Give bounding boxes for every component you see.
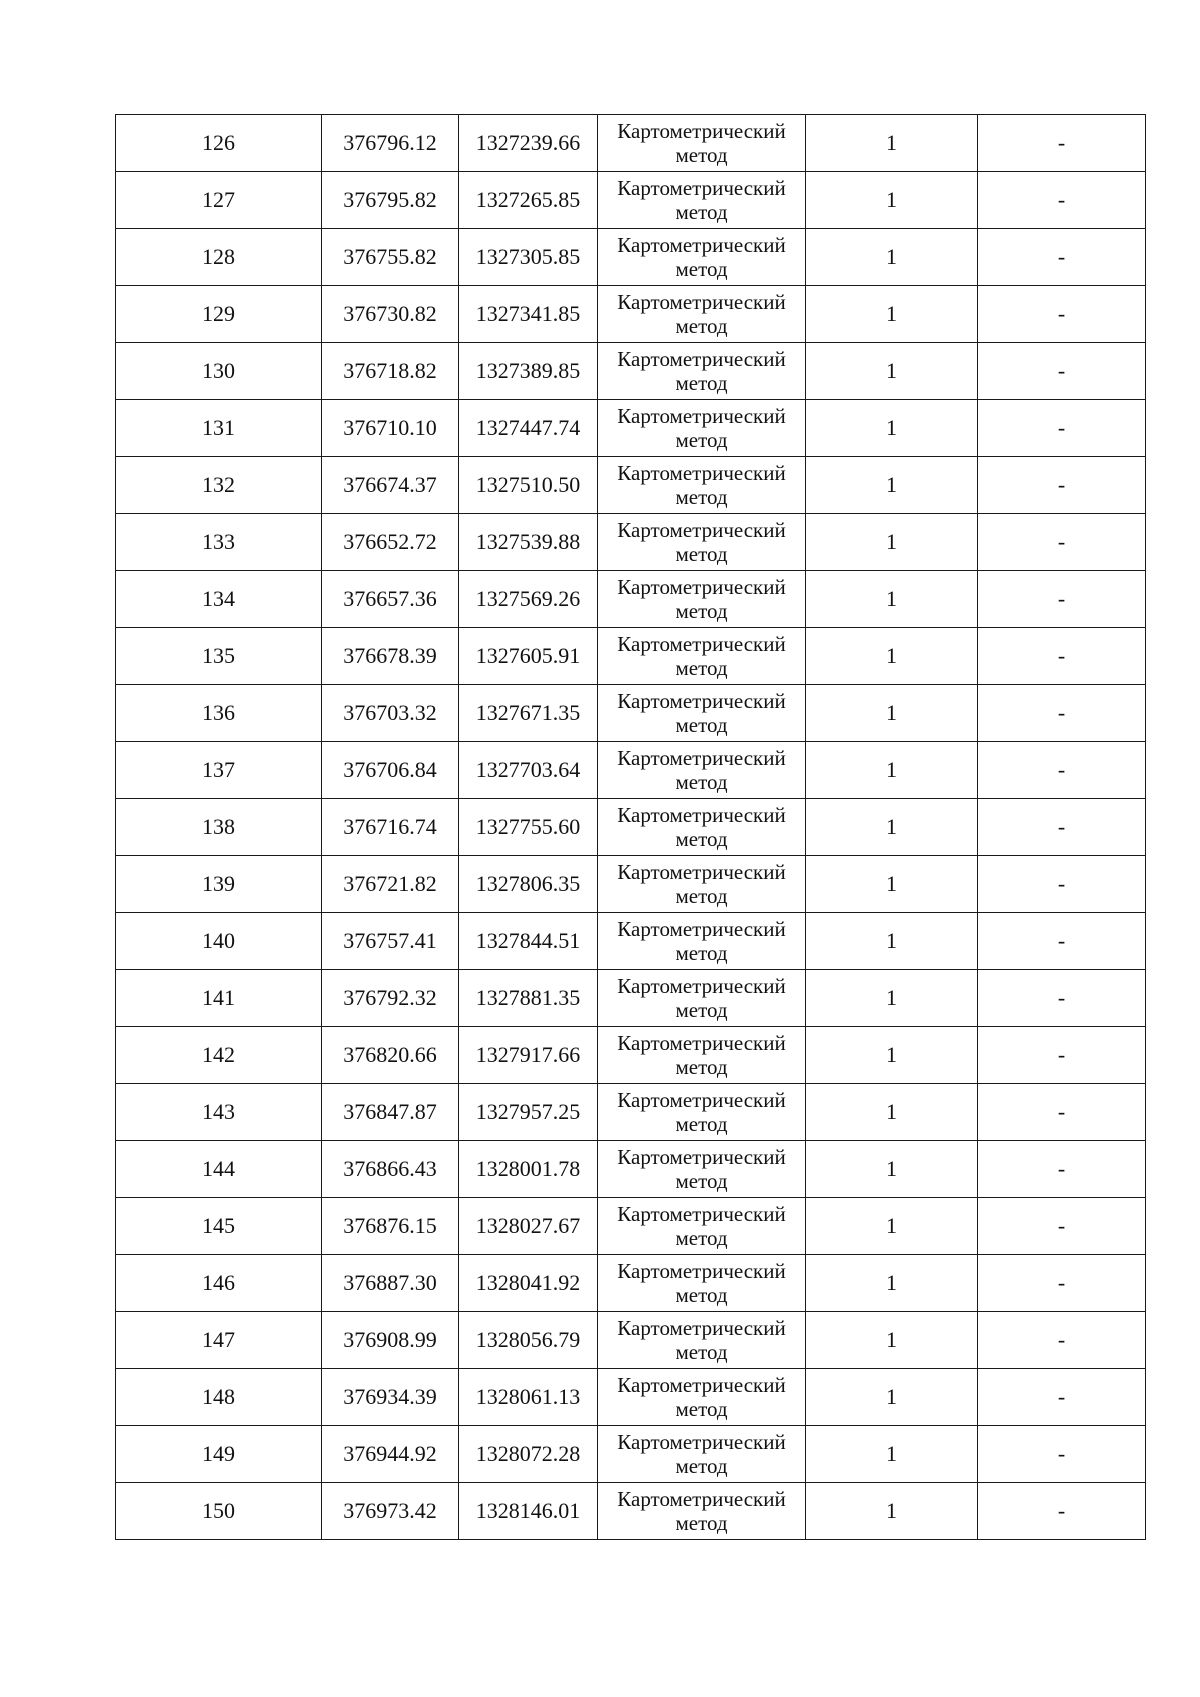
point-number-cell: 128 <box>116 229 322 286</box>
x-coordinate-cell: 376652.72 <box>322 514 459 571</box>
point-number-cell: 150 <box>116 1483 322 1540</box>
coordinates-table <box>115 114 1146 1540</box>
method-line-1: Картометрический <box>617 1487 786 1511</box>
method-line-1: Картометрический <box>617 860 786 884</box>
method-line-1: Картометрический <box>617 917 786 941</box>
y-coordinate-cell: 1327510.50 <box>459 457 598 514</box>
table-row <box>116 1312 1146 1369</box>
method-line-1: Картометрический <box>617 1259 786 1283</box>
accuracy-cell: 1 <box>806 970 978 1027</box>
method-line-1: Картометрический <box>617 290 786 314</box>
x-coordinate-cell: 376716.74 <box>322 799 459 856</box>
accuracy-cell: 1 <box>806 286 978 343</box>
point-number-cell: 135 <box>116 628 322 685</box>
method-line-1: Картометрический <box>617 119 786 143</box>
x-coordinate-cell: 376973.42 <box>322 1483 459 1540</box>
method-line-1: Картометрический <box>617 1202 786 1226</box>
x-coordinate-cell: 376730.82 <box>322 286 459 343</box>
y-coordinate-cell: 1328027.67 <box>459 1198 598 1255</box>
method-line-2: метод <box>675 656 728 680</box>
accuracy-cell: 1 <box>806 1027 978 1084</box>
method-cell <box>598 1141 806 1198</box>
x-coordinate-cell: 376678.39 <box>322 628 459 685</box>
description-cell: - <box>978 1426 1146 1483</box>
method-line-2: метод <box>675 827 728 851</box>
y-coordinate-cell: 1327844.51 <box>459 913 598 970</box>
description-cell: - <box>978 1027 1146 1084</box>
method-cell <box>598 229 806 286</box>
x-coordinate-cell: 376887.30 <box>322 1255 459 1312</box>
y-coordinate-cell: 1327265.85 <box>459 172 598 229</box>
point-number-cell: 133 <box>116 514 322 571</box>
y-coordinate-cell: 1327881.35 <box>459 970 598 1027</box>
table-row <box>116 913 1146 970</box>
method-line-2: метод <box>675 200 728 224</box>
method-cell <box>598 1198 806 1255</box>
method-line-1: Картометрический <box>617 461 786 485</box>
accuracy-cell: 1 <box>806 799 978 856</box>
point-number-cell: 142 <box>116 1027 322 1084</box>
method-cell <box>598 1483 806 1540</box>
method-line-2: метод <box>675 143 728 167</box>
table-row <box>116 457 1146 514</box>
method-line-2: метод <box>675 428 728 452</box>
x-coordinate-cell: 376795.82 <box>322 172 459 229</box>
method-line-2: метод <box>675 998 728 1022</box>
x-coordinate-cell: 376706.84 <box>322 742 459 799</box>
point-number-cell: 130 <box>116 343 322 400</box>
method-line-2: метод <box>675 1112 728 1136</box>
method-line-2: метод <box>675 1283 728 1307</box>
table-row <box>116 1255 1146 1312</box>
method-line-2: метод <box>675 599 728 623</box>
point-number-cell: 146 <box>116 1255 322 1312</box>
point-number-cell: 140 <box>116 913 322 970</box>
method-line-2: метод <box>675 1397 728 1421</box>
method-cell <box>598 1027 806 1084</box>
method-cell <box>598 400 806 457</box>
y-coordinate-cell: 1327305.85 <box>459 229 598 286</box>
method-cell <box>598 970 806 1027</box>
table-row <box>116 229 1146 286</box>
description-cell: - <box>978 1312 1146 1369</box>
y-coordinate-cell: 1327569.26 <box>459 571 598 628</box>
y-coordinate-cell: 1327917.66 <box>459 1027 598 1084</box>
point-number-cell: 129 <box>116 286 322 343</box>
point-number-cell: 127 <box>116 172 322 229</box>
table-row <box>116 1483 1146 1540</box>
point-number-cell: 138 <box>116 799 322 856</box>
method-line-2: метод <box>675 941 728 965</box>
method-cell <box>598 514 806 571</box>
point-number-cell: 134 <box>116 571 322 628</box>
y-coordinate-cell: 1328056.79 <box>459 1312 598 1369</box>
accuracy-cell: 1 <box>806 229 978 286</box>
table-row <box>116 685 1146 742</box>
y-coordinate-cell: 1328001.78 <box>459 1141 598 1198</box>
method-line-1: Картометрический <box>617 1430 786 1454</box>
y-coordinate-cell: 1328146.01 <box>459 1483 598 1540</box>
accuracy-cell: 1 <box>806 1198 978 1255</box>
method-cell <box>598 1312 806 1369</box>
x-coordinate-cell: 376876.15 <box>322 1198 459 1255</box>
table-row <box>116 799 1146 856</box>
method-cell <box>598 286 806 343</box>
method-line-2: метод <box>675 371 728 395</box>
x-coordinate-cell: 376674.37 <box>322 457 459 514</box>
description-cell: - <box>978 799 1146 856</box>
y-coordinate-cell: 1328041.92 <box>459 1255 598 1312</box>
method-line-1: Картометрический <box>617 632 786 656</box>
description-cell: - <box>978 685 1146 742</box>
y-coordinate-cell: 1327806.35 <box>459 856 598 913</box>
accuracy-cell: 1 <box>806 856 978 913</box>
x-coordinate-cell: 376944.92 <box>322 1426 459 1483</box>
point-number-cell: 147 <box>116 1312 322 1369</box>
method-line-2: метод <box>675 884 728 908</box>
method-line-1: Картометрический <box>617 1373 786 1397</box>
description-cell: - <box>978 457 1146 514</box>
y-coordinate-cell: 1327239.66 <box>459 115 598 172</box>
accuracy-cell: 1 <box>806 1084 978 1141</box>
method-cell <box>598 856 806 913</box>
x-coordinate-cell: 376820.66 <box>322 1027 459 1084</box>
description-cell: - <box>978 1255 1146 1312</box>
method-cell <box>598 457 806 514</box>
coordinates-table-body <box>116 115 1146 1540</box>
accuracy-cell: 1 <box>806 1141 978 1198</box>
accuracy-cell: 1 <box>806 514 978 571</box>
point-number-cell: 141 <box>116 970 322 1027</box>
method-cell <box>598 1426 806 1483</box>
description-cell: - <box>978 1483 1146 1540</box>
accuracy-cell: 1 <box>806 172 978 229</box>
method-line-1: Картометрический <box>617 1316 786 1340</box>
table-row <box>116 286 1146 343</box>
x-coordinate-cell: 376796.12 <box>322 115 459 172</box>
description-cell: - <box>978 628 1146 685</box>
method-line-1: Картометрический <box>617 803 786 827</box>
method-cell <box>598 799 806 856</box>
table-row <box>116 172 1146 229</box>
point-number-cell: 137 <box>116 742 322 799</box>
table-row <box>116 970 1146 1027</box>
y-coordinate-cell: 1327389.85 <box>459 343 598 400</box>
method-cell <box>598 742 806 799</box>
method-line-2: метод <box>675 1454 728 1478</box>
accuracy-cell: 1 <box>806 400 978 457</box>
description-cell: - <box>978 1198 1146 1255</box>
table-row <box>116 343 1146 400</box>
description-cell: - <box>978 742 1146 799</box>
accuracy-cell: 1 <box>806 1369 978 1426</box>
accuracy-cell: 1 <box>806 742 978 799</box>
accuracy-cell: 1 <box>806 1483 978 1540</box>
table-row <box>116 115 1146 172</box>
method-cell <box>598 1369 806 1426</box>
table-row <box>116 400 1146 457</box>
point-number-cell: 148 <box>116 1369 322 1426</box>
x-coordinate-cell: 376721.82 <box>322 856 459 913</box>
method-line-2: метод <box>675 1340 728 1364</box>
table-row <box>116 1369 1146 1426</box>
method-cell <box>598 628 806 685</box>
method-cell <box>598 1255 806 1312</box>
method-line-2: метод <box>675 542 728 566</box>
method-cell <box>598 343 806 400</box>
description-cell: - <box>978 115 1146 172</box>
method-line-2: метод <box>675 1055 728 1079</box>
y-coordinate-cell: 1327447.74 <box>459 400 598 457</box>
method-line-2: метод <box>675 770 728 794</box>
description-cell: - <box>978 229 1146 286</box>
description-cell: - <box>978 514 1146 571</box>
method-line-1: Картометрический <box>617 575 786 599</box>
method-line-1: Картометрический <box>617 1088 786 1112</box>
description-cell: - <box>978 970 1146 1027</box>
table-row <box>116 628 1146 685</box>
x-coordinate-cell: 376934.39 <box>322 1369 459 1426</box>
method-cell <box>598 913 806 970</box>
description-cell: - <box>978 913 1146 970</box>
accuracy-cell: 1 <box>806 343 978 400</box>
point-number-cell: 131 <box>116 400 322 457</box>
y-coordinate-cell: 1327341.85 <box>459 286 598 343</box>
x-coordinate-cell: 376847.87 <box>322 1084 459 1141</box>
y-coordinate-cell: 1327539.88 <box>459 514 598 571</box>
table-row <box>116 1141 1146 1198</box>
method-line-1: Картометрический <box>617 1145 786 1169</box>
x-coordinate-cell: 376710.10 <box>322 400 459 457</box>
y-coordinate-cell: 1328061.13 <box>459 1369 598 1426</box>
method-line-2: метод <box>675 1226 728 1250</box>
point-number-cell: 144 <box>116 1141 322 1198</box>
description-cell: - <box>978 1141 1146 1198</box>
method-line-1: Картометрический <box>617 347 786 371</box>
method-line-2: метод <box>675 1169 728 1193</box>
accuracy-cell: 1 <box>806 913 978 970</box>
method-line-2: метод <box>675 257 728 281</box>
table-row <box>116 856 1146 913</box>
point-number-cell: 136 <box>116 685 322 742</box>
accuracy-cell: 1 <box>806 685 978 742</box>
description-cell: - <box>978 400 1146 457</box>
method-line-1: Картометрический <box>617 233 786 257</box>
point-number-cell: 145 <box>116 1198 322 1255</box>
method-cell <box>598 685 806 742</box>
accuracy-cell: 1 <box>806 1426 978 1483</box>
method-line-2: метод <box>675 485 728 509</box>
point-number-cell: 126 <box>116 115 322 172</box>
x-coordinate-cell: 376908.99 <box>322 1312 459 1369</box>
point-number-cell: 139 <box>116 856 322 913</box>
accuracy-cell: 1 <box>806 628 978 685</box>
y-coordinate-cell: 1328072.28 <box>459 1426 598 1483</box>
method-cell <box>598 172 806 229</box>
table-row <box>116 742 1146 799</box>
description-cell: - <box>978 172 1146 229</box>
point-number-cell: 132 <box>116 457 322 514</box>
description-cell: - <box>978 286 1146 343</box>
method-line-1: Картометрический <box>617 689 786 713</box>
method-line-1: Картометрический <box>617 404 786 428</box>
x-coordinate-cell: 376792.32 <box>322 970 459 1027</box>
method-line-2: метод <box>675 713 728 737</box>
point-number-cell: 143 <box>116 1084 322 1141</box>
method-cell <box>598 115 806 172</box>
method-line-1: Картометрический <box>617 746 786 770</box>
method-line-2: метод <box>675 1511 728 1535</box>
method-cell <box>598 571 806 628</box>
y-coordinate-cell: 1327957.25 <box>459 1084 598 1141</box>
description-cell: - <box>978 856 1146 913</box>
method-line-2: метод <box>675 314 728 338</box>
y-coordinate-cell: 1327703.64 <box>459 742 598 799</box>
y-coordinate-cell: 1327755.60 <box>459 799 598 856</box>
x-coordinate-cell: 376703.32 <box>322 685 459 742</box>
point-number-cell: 149 <box>116 1426 322 1483</box>
x-coordinate-cell: 376657.36 <box>322 571 459 628</box>
accuracy-cell: 1 <box>806 1312 978 1369</box>
method-line-1: Картометрический <box>617 518 786 542</box>
y-coordinate-cell: 1327605.91 <box>459 628 598 685</box>
description-cell: - <box>978 343 1146 400</box>
method-cell <box>598 1084 806 1141</box>
x-coordinate-cell: 376866.43 <box>322 1141 459 1198</box>
table-row <box>116 1027 1146 1084</box>
accuracy-cell: 1 <box>806 571 978 628</box>
description-cell: - <box>978 1084 1146 1141</box>
accuracy-cell: 1 <box>806 457 978 514</box>
method-line-1: Картометрический <box>617 1031 786 1055</box>
table-row <box>116 1426 1146 1483</box>
table-row <box>116 514 1146 571</box>
x-coordinate-cell: 376718.82 <box>322 343 459 400</box>
method-line-1: Картометрический <box>617 974 786 998</box>
description-cell: - <box>978 571 1146 628</box>
method-line-1: Картометрический <box>617 176 786 200</box>
y-coordinate-cell: 1327671.35 <box>459 685 598 742</box>
table-row <box>116 571 1146 628</box>
accuracy-cell: 1 <box>806 1255 978 1312</box>
description-cell: - <box>978 1369 1146 1426</box>
table-row <box>116 1084 1146 1141</box>
accuracy-cell: 1 <box>806 115 978 172</box>
x-coordinate-cell: 376755.82 <box>322 229 459 286</box>
table-row <box>116 1198 1146 1255</box>
x-coordinate-cell: 376757.41 <box>322 913 459 970</box>
